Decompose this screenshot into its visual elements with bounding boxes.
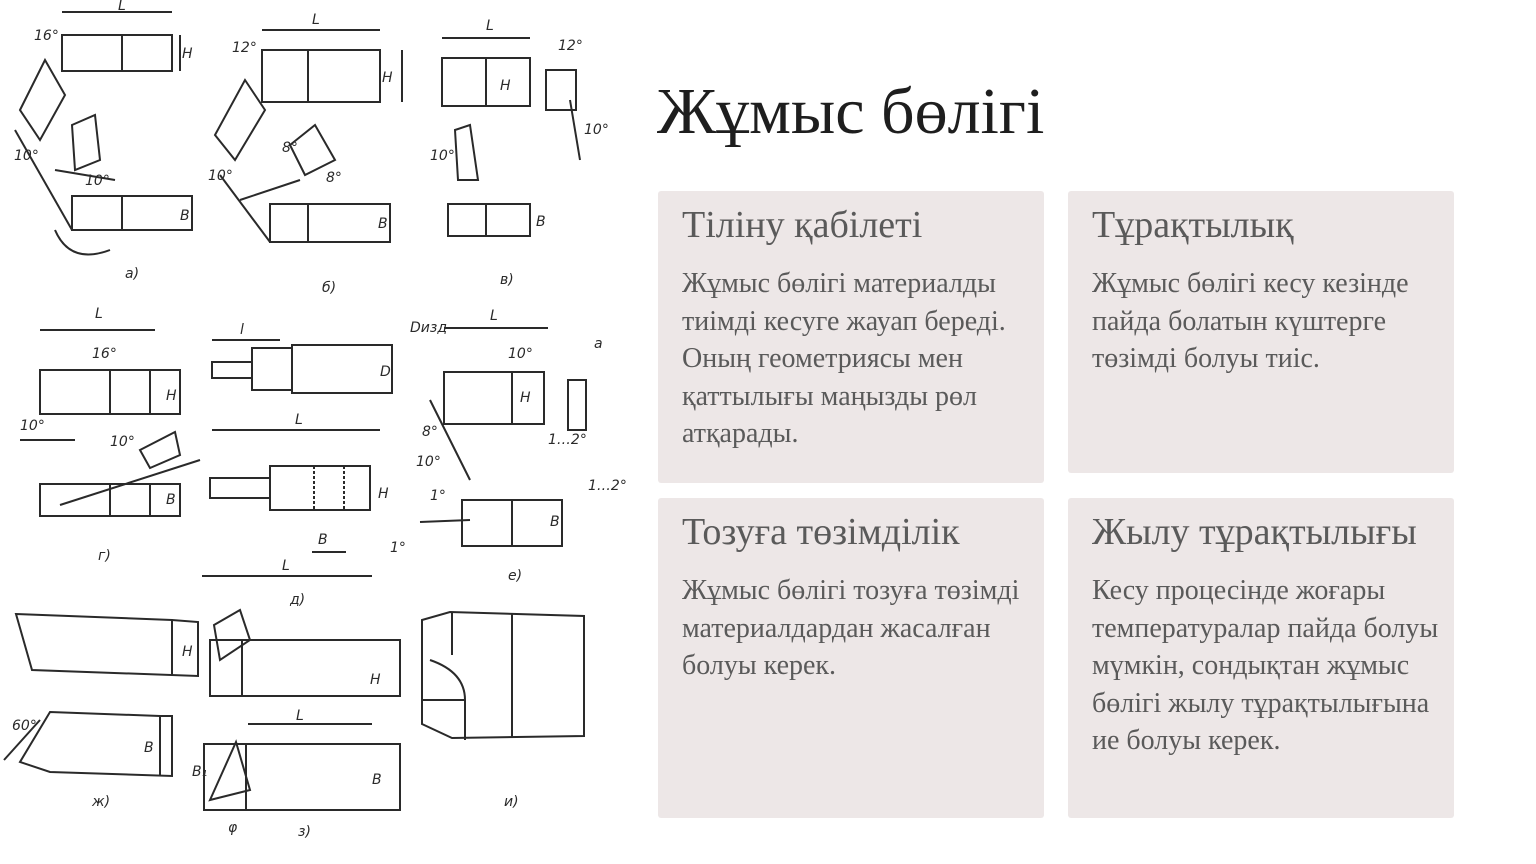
angle-10-a: 10° — [14, 148, 39, 164]
angle-1b-e: 1° — [390, 540, 406, 556]
angle-phi-z: φ — [228, 820, 238, 836]
dim-H-z: H — [370, 672, 381, 688]
tool-d — [202, 340, 392, 576]
dim-L2-d: L — [282, 558, 290, 574]
label-v: в) — [500, 272, 514, 288]
angle-60-zh: 60° — [12, 718, 37, 734]
card-title: Тұрақтылық — [1092, 204, 1294, 246]
angle-16-a: 16° — [34, 28, 59, 44]
label-a: а) — [125, 266, 140, 282]
card-heat-resistance — [1068, 498, 1454, 818]
card-cutting-ability — [658, 191, 1044, 483]
angle-10b-g: 10° — [110, 434, 135, 450]
dim-B-d: B — [318, 532, 328, 548]
dim-B-a: B — [180, 208, 190, 224]
range-1-e: 1…2° — [548, 432, 587, 448]
card-text: Жұмыс бөлігі материалды тиімді кесуге жауап береді. Оның геометриясы мен қаттылығы маңызды рөл атқарады. — [682, 268, 1006, 449]
dim-B-zh: B — [144, 740, 154, 756]
label-zh: ж) — [92, 794, 111, 810]
dim-l-d: l — [240, 322, 244, 338]
card-title: Тозуға төзімділік — [682, 511, 960, 553]
dim-Dizd-e: Dизд — [410, 320, 448, 336]
card-stability — [1068, 191, 1454, 473]
angle-12-v: 12° — [558, 38, 583, 54]
dim-B1-z: B₁ — [192, 764, 208, 780]
dim-L-b: L — [312, 12, 320, 28]
label-i: и) — [504, 794, 519, 810]
dim-a-e: a — [594, 336, 603, 352]
range-2-e: 1…2° — [588, 478, 627, 494]
dim-H-b: H — [382, 70, 393, 86]
angle-1-e: 1° — [430, 488, 446, 504]
dim-B-b: B — [378, 216, 388, 232]
angle-10b-e: 10° — [416, 454, 441, 470]
dim-H-d: H — [378, 486, 389, 502]
dim-H-a: H — [182, 46, 193, 62]
angle-10b-v: 10° — [430, 148, 455, 164]
dim-L-g: L — [95, 306, 103, 322]
dim-B-v: B — [536, 214, 546, 230]
dim-L-e: L — [490, 308, 498, 324]
cutting-tools-drawing — [0, 0, 640, 864]
dim-L-v: L — [486, 18, 494, 34]
label-g: г) — [98, 548, 111, 564]
angle-10-e: 10° — [508, 346, 533, 362]
tool-b — [215, 30, 402, 242]
label-d: д) — [290, 592, 306, 608]
dim-H-zh: H — [182, 644, 193, 660]
tool-a — [15, 12, 192, 255]
angle-8b-b: 8° — [326, 170, 342, 186]
dim-B-z: B — [372, 772, 382, 788]
label-z: з) — [298, 824, 311, 840]
card-text: Жұмыс бөлігі кесу кезінде пайда болатын күштерге төзімді болуы тиіс. — [1092, 268, 1409, 374]
dim-H-v: H — [500, 78, 511, 94]
tool-v — [442, 38, 580, 236]
angle-16-g: 16° — [92, 346, 117, 362]
tool-zh — [4, 614, 198, 776]
angle-12-b: 12° — [232, 40, 257, 56]
tool-i — [422, 612, 584, 740]
dim-B-e: B — [550, 514, 560, 530]
card-wear-resistance — [658, 498, 1044, 818]
angle-8-e: 8° — [422, 424, 438, 440]
angle-10-g: 10° — [20, 418, 45, 434]
angle-10-v: 10° — [584, 122, 609, 138]
dim-D-d: D — [380, 364, 391, 380]
card-text: Жұмыс бөлігі тозуға төзімді материалдардан жасалған болуы керек. — [682, 575, 1020, 681]
angle-10-b: 10° — [208, 168, 233, 184]
angle-8-b: 8° — [282, 140, 298, 156]
label-e: е) — [508, 568, 523, 584]
dim-L-z: L — [296, 708, 304, 724]
page-title: Жұмыс бөлігі — [657, 75, 1045, 148]
card-text: Кесу процесінде жоғары температуралар пайда болуы мүмкін, сондықтан жұмыс бөлігі жылу тұрақтылығына ие болуы керек. — [1092, 575, 1439, 756]
cutting-tools-svg — [0, 0, 640, 864]
card-title: Тіліну қабілеті — [682, 204, 923, 246]
dim-H-g: H — [166, 388, 177, 404]
dim-L-a: L — [118, 0, 126, 14]
label-b: б) — [322, 280, 337, 296]
dim-L1-d: L — [295, 412, 303, 428]
angle-10b-a: 10° — [85, 173, 110, 189]
dim-B-g: B — [166, 492, 176, 508]
dim-H-e: H — [520, 390, 531, 406]
card-title: Жылу тұрақтылығы — [1092, 511, 1417, 553]
